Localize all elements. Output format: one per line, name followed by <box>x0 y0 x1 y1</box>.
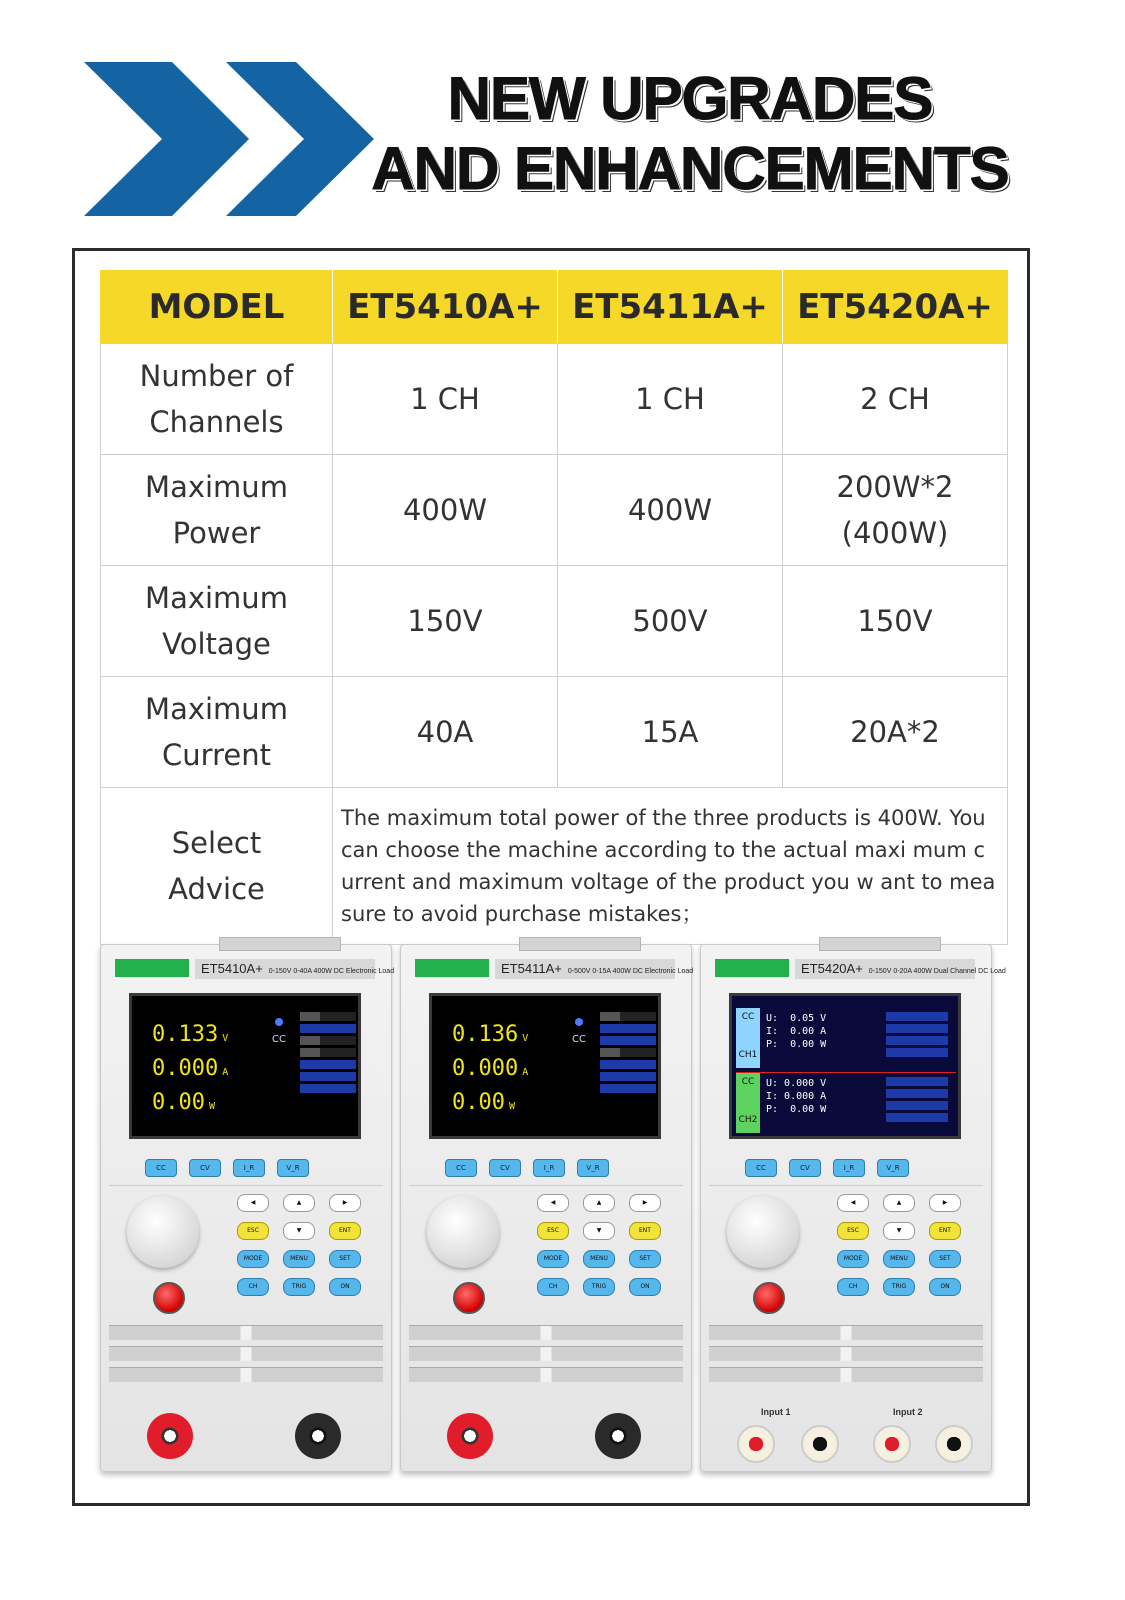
positive-terminal <box>447 1413 493 1459</box>
row-label-line: Maximum <box>145 692 288 726</box>
positive-terminal <box>147 1413 193 1459</box>
trig-key[interactable]: TRIG <box>583 1278 615 1296</box>
ir-button[interactable]: I_R <box>533 1159 565 1177</box>
table-header-row <box>101 271 1008 344</box>
ch-key[interactable]: CH <box>537 1278 569 1296</box>
cv-button[interactable]: CV <box>789 1159 821 1177</box>
right-key[interactable]: ▶ <box>929 1194 961 1212</box>
product-photo <box>100 934 1007 1484</box>
channel-2-values: U: 0.000 V I: 0.000 A P: 0.00 W <box>766 1078 827 1115</box>
mode-indicator: CC <box>272 1034 286 1045</box>
table-cell: 20A*2 <box>783 677 1008 788</box>
carry-handle <box>819 937 941 951</box>
channel-1-settings <box>886 1012 948 1060</box>
rotary-knob[interactable] <box>127 1196 199 1268</box>
model-spec: 0-150V 0-40A 400W DC Electronic Load <box>268 968 395 975</box>
set-key[interactable]: SET <box>629 1250 661 1268</box>
current-reading: 0.000 A <box>452 1056 529 1081</box>
on-key[interactable]: ON <box>629 1278 661 1296</box>
down-key[interactable]: ▼ <box>883 1222 915 1240</box>
mode-key[interactable]: MODE <box>837 1250 869 1268</box>
on-key[interactable]: ON <box>929 1278 961 1296</box>
ent-key[interactable]: ENT <box>329 1222 361 1240</box>
settings-sidebar <box>600 1012 656 1096</box>
left-key[interactable]: ◀ <box>837 1194 869 1212</box>
table-cell: 500V <box>558 566 783 677</box>
row-label-line: Advice <box>168 872 265 906</box>
table-cell: 1 CH <box>333 344 558 455</box>
left-key[interactable]: ◀ <box>237 1194 269 1212</box>
cc-button[interactable]: CC <box>445 1159 477 1177</box>
headline-line-1: NEW UPGRADES <box>447 65 933 132</box>
trig-key[interactable]: TRIG <box>883 1278 915 1296</box>
model-spec: 0-500V 0-15A 400W DC Electronic Load <box>567 968 694 975</box>
set-key[interactable]: SET <box>329 1250 361 1268</box>
input-1-positive-terminal <box>737 1425 775 1463</box>
control-panel <box>109 1185 383 1316</box>
row-label-line: Number of <box>139 359 294 393</box>
lcd-screen <box>429 993 661 1139</box>
table-row <box>101 455 1008 566</box>
channel-2-tag: CC CH2 <box>736 1073 760 1133</box>
input-1-negative-terminal <box>801 1425 839 1463</box>
model-name: ET5411A+ <box>501 961 562 976</box>
table-row <box>101 677 1008 788</box>
vent-grill <box>709 1325 983 1397</box>
power-reading: 0.00 W <box>452 1090 516 1115</box>
vent-grill <box>109 1325 383 1397</box>
table-cell: 150V <box>333 566 558 677</box>
trig-key[interactable]: TRIG <box>283 1278 315 1296</box>
channel-1-values: U: 0.05 V I: 0.00 A P: 0.00 W <box>766 1013 827 1050</box>
model-label <box>195 959 395 979</box>
channel-1-tag: CC CH1 <box>736 1008 760 1068</box>
header-et5411a: ET5411A+ <box>558 271 783 344</box>
table-cell: 15A <box>558 677 783 788</box>
row-label-advice <box>101 788 333 945</box>
input-2-negative-terminal <box>935 1425 973 1463</box>
row-label-line: Select <box>171 826 262 860</box>
table-row <box>101 344 1008 455</box>
down-key[interactable]: ▼ <box>583 1222 615 1240</box>
mode-button-row <box>445 1155 621 1177</box>
input-terminals <box>709 1403 983 1465</box>
cc-button[interactable]: CC <box>145 1159 177 1177</box>
channel-1-pane <box>736 1008 956 1068</box>
row-label-line: Current <box>162 738 271 772</box>
row-label-line: Channels <box>149 405 284 439</box>
row-label-channels <box>101 344 333 455</box>
menu-key[interactable]: MENU <box>283 1250 315 1268</box>
status-dot-icon <box>275 1018 283 1026</box>
model-comparison-table <box>100 270 1008 945</box>
vr-button[interactable]: V_R <box>577 1159 609 1177</box>
row-label-power <box>101 455 333 566</box>
model-label <box>495 959 694 979</box>
ir-button[interactable]: I_R <box>833 1159 865 1177</box>
cv-button[interactable]: CV <box>489 1159 521 1177</box>
ent-key[interactable]: ENT <box>629 1222 661 1240</box>
model-label <box>795 959 1006 979</box>
esc-key[interactable]: ESC <box>837 1222 869 1240</box>
current-reading: 0.000 A <box>152 1056 229 1081</box>
electronic-load-unit-2 <box>400 944 692 1472</box>
ch-key[interactable]: CH <box>237 1278 269 1296</box>
mode-button-row <box>745 1155 921 1177</box>
ent-key[interactable]: ENT <box>929 1222 961 1240</box>
voltage-reading: 0.133 V <box>152 1022 229 1047</box>
carry-handle <box>219 937 341 951</box>
rotary-knob[interactable] <box>427 1196 499 1268</box>
ch-key[interactable]: CH <box>837 1278 869 1296</box>
cc-button[interactable]: CC <box>745 1159 777 1177</box>
header-model: MODEL <box>101 271 333 344</box>
row-label-voltage <box>101 566 333 677</box>
row-label-line: Voltage <box>162 627 271 661</box>
negative-terminal <box>295 1413 341 1459</box>
table-cell <box>783 455 1008 566</box>
brand-strip <box>715 959 789 977</box>
left-key[interactable]: ◀ <box>537 1194 569 1212</box>
lcd-screen <box>129 993 361 1139</box>
menu-key[interactable]: MENU <box>883 1250 915 1268</box>
up-key[interactable]: ▲ <box>883 1194 915 1212</box>
input-terminals <box>409 1403 683 1465</box>
mode-indicator: CC <box>572 1034 586 1045</box>
up-key[interactable]: ▲ <box>283 1194 315 1212</box>
header-et5420a: ET5420A+ <box>783 271 1008 344</box>
power-reading: 0.00 W <box>152 1090 216 1115</box>
cell-line: (400W) <box>841 516 949 550</box>
brand-strip <box>415 959 489 977</box>
settings-sidebar <box>300 1012 356 1096</box>
table-cell: 1 CH <box>558 344 783 455</box>
table-cell: 400W <box>558 455 783 566</box>
header-et5410a: ET5410A+ <box>333 271 558 344</box>
rotary-knob[interactable] <box>727 1196 799 1268</box>
power-button[interactable] <box>753 1282 785 1314</box>
row-label-line: Power <box>172 516 261 550</box>
right-key[interactable]: ▶ <box>329 1194 361 1212</box>
vr-button[interactable]: V_R <box>877 1159 909 1177</box>
input-2-positive-terminal <box>873 1425 911 1463</box>
channel-2-settings <box>886 1077 948 1125</box>
model-name: ET5410A+ <box>201 961 263 976</box>
table-cell: 400W <box>333 455 558 566</box>
headline-line-2: AND ENHANCEMENTS <box>371 135 1009 202</box>
model-name: ET5420A+ <box>801 961 863 976</box>
model-spec: 0-150V 0-20A 400W Dual Channel DC Load <box>868 968 1006 975</box>
electronic-load-unit-3 <box>700 944 1006 1472</box>
mode-key[interactable]: MODE <box>237 1250 269 1268</box>
row-label-line: Maximum <box>145 470 288 504</box>
down-key[interactable]: ▼ <box>283 1222 315 1240</box>
menu-key[interactable]: MENU <box>583 1250 615 1268</box>
control-panel <box>709 1185 983 1316</box>
ir-button[interactable]: I_R <box>233 1159 265 1177</box>
power-button[interactable] <box>453 1282 485 1314</box>
esc-key[interactable]: ESC <box>237 1222 269 1240</box>
table-row <box>101 566 1008 677</box>
cv-button[interactable]: CV <box>189 1159 221 1177</box>
voltage-reading: 0.136 V <box>452 1022 529 1047</box>
brand-strip <box>115 959 189 977</box>
channel-2-pane <box>736 1072 956 1133</box>
table-cell: 2 CH <box>783 344 1008 455</box>
vr-button[interactable]: V_R <box>277 1159 309 1177</box>
electronic-load-unit-1 <box>100 944 395 1472</box>
input-terminals <box>109 1403 383 1465</box>
input-1-label: Input 1 <box>761 1407 791 1417</box>
table-cell: 40A <box>333 677 558 788</box>
status-dot-icon <box>575 1018 583 1026</box>
vent-grill <box>409 1325 683 1397</box>
advice-text: The maximum total power of the three products is 400W. You can choose the machine according to the actual maxi mum current and maximum voltage of the product you w ant to measure to avoid purchase mistakes； <box>333 788 1008 945</box>
right-key[interactable]: ▶ <box>629 1194 661 1212</box>
up-key[interactable]: ▲ <box>583 1194 615 1212</box>
esc-key[interactable]: ESC <box>537 1222 569 1240</box>
mode-button-row <box>145 1155 321 1177</box>
control-panel <box>409 1185 683 1316</box>
mode-key[interactable]: MODE <box>537 1250 569 1268</box>
double-chevron-logo-icon <box>84 62 374 216</box>
table-cell: 150V <box>783 566 1008 677</box>
row-label-current <box>101 677 333 788</box>
set-key[interactable]: SET <box>929 1250 961 1268</box>
input-2-label: Input 2 <box>893 1407 923 1417</box>
headline <box>360 64 1020 204</box>
on-key[interactable]: ON <box>329 1278 361 1296</box>
carry-handle <box>519 937 641 951</box>
lcd-screen <box>729 993 961 1139</box>
table-row <box>101 788 1008 945</box>
power-button[interactable] <box>153 1282 185 1314</box>
cell-line: 200W*2 <box>836 470 954 504</box>
negative-terminal <box>595 1413 641 1459</box>
row-label-line: Maximum <box>145 581 288 615</box>
